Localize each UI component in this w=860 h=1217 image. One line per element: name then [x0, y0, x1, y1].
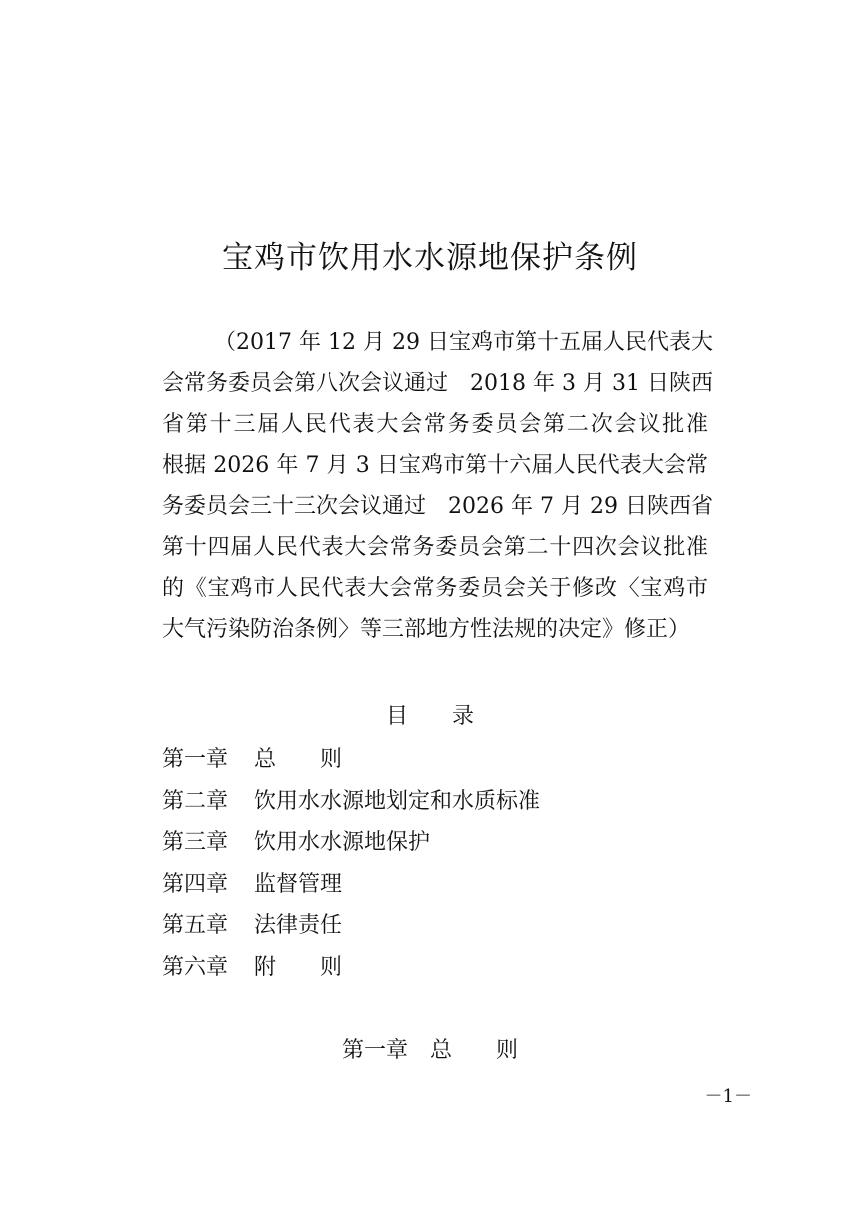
table-of-contents: [162, 739, 540, 988]
toc-chapter-number: 第四章: [162, 871, 229, 897]
toc-chapter-title: 附 则: [254, 954, 343, 980]
toc-chapter-title: 法律责任: [254, 913, 343, 938]
toc-item: [162, 739, 540, 781]
preamble-line: 根据 2026 年 7 月 3 日宝鸡市第十六届人民代表大会常: [162, 453, 708, 478]
preamble-line: （2017 年 12 月 29 日宝鸡市第十五届人民代表大: [214, 330, 713, 355]
toc-item: [162, 864, 540, 906]
document-title: 宝鸡市饮用水水源地保护条例: [222, 240, 638, 276]
preamble-line: 省第十三届人民代表大会常务委员会第二次会议批准: [162, 412, 708, 437]
toc-heading-left: 目: [385, 704, 408, 729]
toc-chapter-number: 第一章: [162, 747, 229, 772]
preamble-line: 的《宝鸡市人民代表大会常务委员会关于修改〈宝鸡市: [162, 576, 708, 601]
toc-item: [162, 905, 540, 947]
preamble-line: 第十四届人民代表大会常务委员会第二十四次会议批准: [162, 535, 708, 560]
preamble-line: 会常务委员会第八次会议通过 2018 年 3 月 31 日陕西: [162, 371, 713, 396]
toc-chapter-title: 总 则: [254, 747, 343, 772]
preamble-line: 大气污染防治条例〉等三部地方性法规的决定》修正）: [162, 617, 691, 642]
toc-chapter-title: 饮用水水源地保护: [254, 830, 431, 855]
toc-item: [162, 781, 540, 823]
toc-item: [162, 947, 540, 989]
page-number: －1－: [704, 1086, 752, 1107]
toc-item: [162, 822, 540, 864]
toc-chapter-number: 第六章: [162, 954, 229, 980]
toc-heading-right: 录: [452, 704, 475, 729]
toc-heading: [0, 700, 860, 734]
preamble: [162, 322, 713, 650]
toc-chapter-title: 饮用水水源地划定和水质标准: [254, 788, 541, 814]
toc-chapter-number: 第二章: [162, 788, 229, 814]
toc-chapter-number: 第三章: [162, 830, 229, 855]
toc-chapter-title: 监督管理: [254, 871, 343, 897]
chapter-heading: 第一章 总 则: [341, 1038, 518, 1063]
preamble-line: 务委员会三十三次会议通过 2026 年 7 月 29 日陕西省: [162, 494, 713, 519]
toc-chapter-number: 第五章: [162, 913, 229, 938]
